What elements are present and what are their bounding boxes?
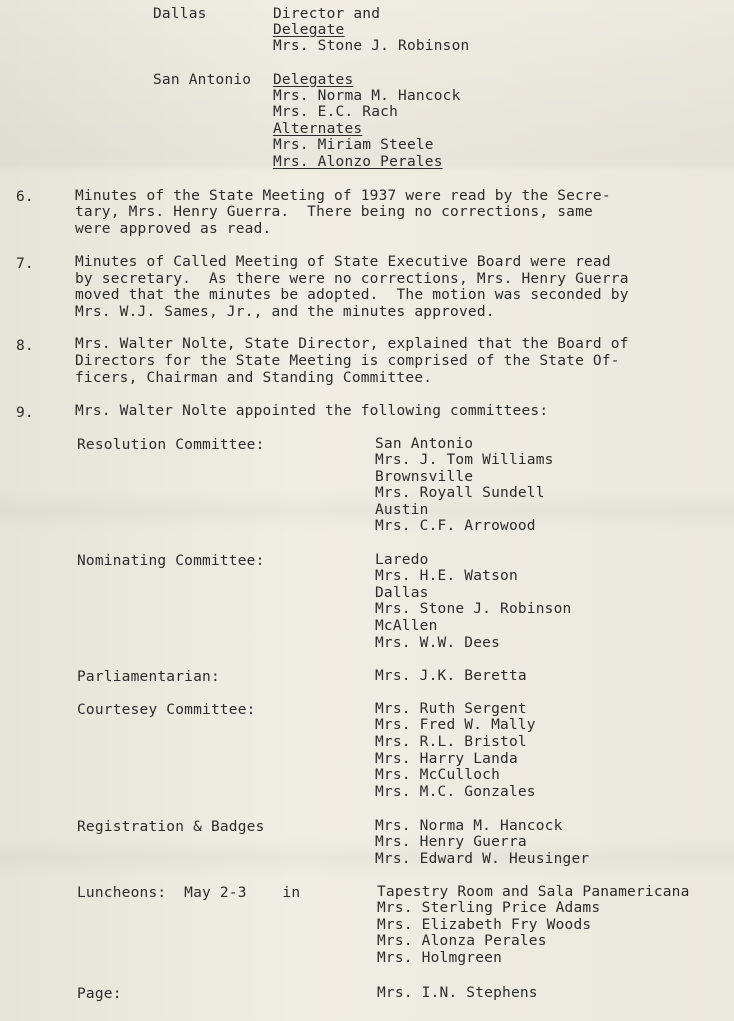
item-number: 9. [16, 405, 34, 421]
san-antonio-alternates-heading: Alternates [273, 121, 363, 137]
dallas-name: Mrs. Stone J. Robinson [273, 38, 470, 54]
item-text-line: Mrs. W.J. Sames, Jr., and the minutes approved. [75, 304, 495, 320]
dallas-title-line1: Director and [273, 6, 381, 22]
item-text-line: Minutes of Called Meeting of State Executive Board were read [75, 254, 611, 270]
committee-member: Dallas [375, 585, 429, 601]
item-number: 7. [16, 256, 34, 272]
committee-member: Brownsville [375, 469, 474, 485]
committee-member: Mrs. Royall Sundell [375, 485, 545, 501]
city-san-antonio: San Antonio [153, 72, 252, 88]
committee-member: Mrs. H.E. Watson [375, 568, 518, 584]
committee-member: Mrs. C.F. Arrowood [375, 518, 536, 534]
committee-member: Mrs. J.K. Beretta [375, 668, 527, 684]
committee-member: Mrs. Alonza Perales [377, 933, 547, 949]
committee-member: McAllen [375, 618, 438, 634]
committee-label: Registration & Badges [77, 819, 265, 835]
item-text-line: ficers, Chairman and Standing Committee. [75, 370, 433, 386]
committee-member: Mrs. Ruth Sergent [375, 701, 527, 717]
committee-member: Mrs. Sterling Price Adams [377, 900, 601, 916]
committee-label: Parliamentarian: [77, 669, 220, 685]
committee-member: Mrs. McCulloch [375, 767, 501, 783]
committee-member: Mrs. Elizabeth Fry Woods [377, 917, 592, 933]
committee-member: Mrs. Stone J. Robinson [375, 601, 572, 617]
committee-member: Mrs. Fred W. Mally [375, 717, 536, 733]
item-text-line: Mrs. Walter Nolte, State Director, explained that the Board of [75, 336, 629, 352]
item-text-line: Minutes of the State Meeting of 1937 were read by the Secre- [75, 188, 611, 204]
committee-label: Page: [77, 986, 122, 1002]
item-text-line: by secretary. As there were no corrections, Mrs. Henry Guerra [75, 271, 629, 287]
committee-member: Austin [375, 502, 429, 518]
item-number: 6. [16, 189, 34, 205]
committee-member: Mrs. R.L. Bristol [375, 734, 527, 750]
item-text-line: moved that the minutes be adopted. The motion was seconded by [75, 287, 629, 303]
committee-member: Mrs. Edward W. Heusinger [375, 851, 590, 867]
committee-label: Courtesey Committee: [77, 702, 256, 718]
committee-member: Mrs. Harry Landa [375, 751, 518, 767]
committee-member: San Antonio [375, 436, 474, 452]
item-number: 8. [16, 338, 34, 354]
item-text-line: Directors for the State Meeting is comprised of the State Of- [75, 353, 620, 369]
san-antonio-alternate: Mrs. Miriam Steele [273, 137, 434, 153]
san-antonio-delegates-heading: Delegates [273, 72, 354, 88]
dallas-title-line2: Delegate [273, 22, 345, 38]
san-antonio-delegate: Mrs. E.C. Rach [273, 104, 399, 120]
committee-member: Mrs. W.W. Dees [375, 635, 501, 651]
san-antonio-delegate: Mrs. Norma M. Hancock [273, 88, 461, 104]
committee-member: Mrs. Henry Guerra [375, 834, 527, 850]
committee-member: Mrs. Holmgreen [377, 950, 503, 966]
item-text-line: tary, Mrs. Henry Guerra. There being no corrections, same [75, 204, 593, 220]
committee-member: Tapestry Room and Sala Panamericana [377, 884, 690, 900]
committee-member: Laredo [375, 552, 429, 568]
committee-label: Nominating Committee: [77, 553, 265, 569]
committee-member: Mrs. Norma M. Hancock [375, 818, 563, 834]
item-text-line: were approved as read. [75, 221, 272, 237]
san-antonio-alternate: Mrs. Alonzo Perales [273, 154, 443, 170]
committee-member: Mrs. M.C. Gonzales [375, 784, 536, 800]
item-text-line: Mrs. Walter Nolte appointed the following committees: [75, 403, 549, 419]
committee-member: Mrs. J. Tom Williams [375, 452, 554, 468]
committee-label: Luncheons: May 2-3 in [77, 885, 301, 901]
committee-member: Mrs. I.N. Stephens [377, 985, 538, 1001]
committee-label: Resolution Committee: [77, 437, 265, 453]
city-dallas: Dallas [153, 6, 207, 22]
